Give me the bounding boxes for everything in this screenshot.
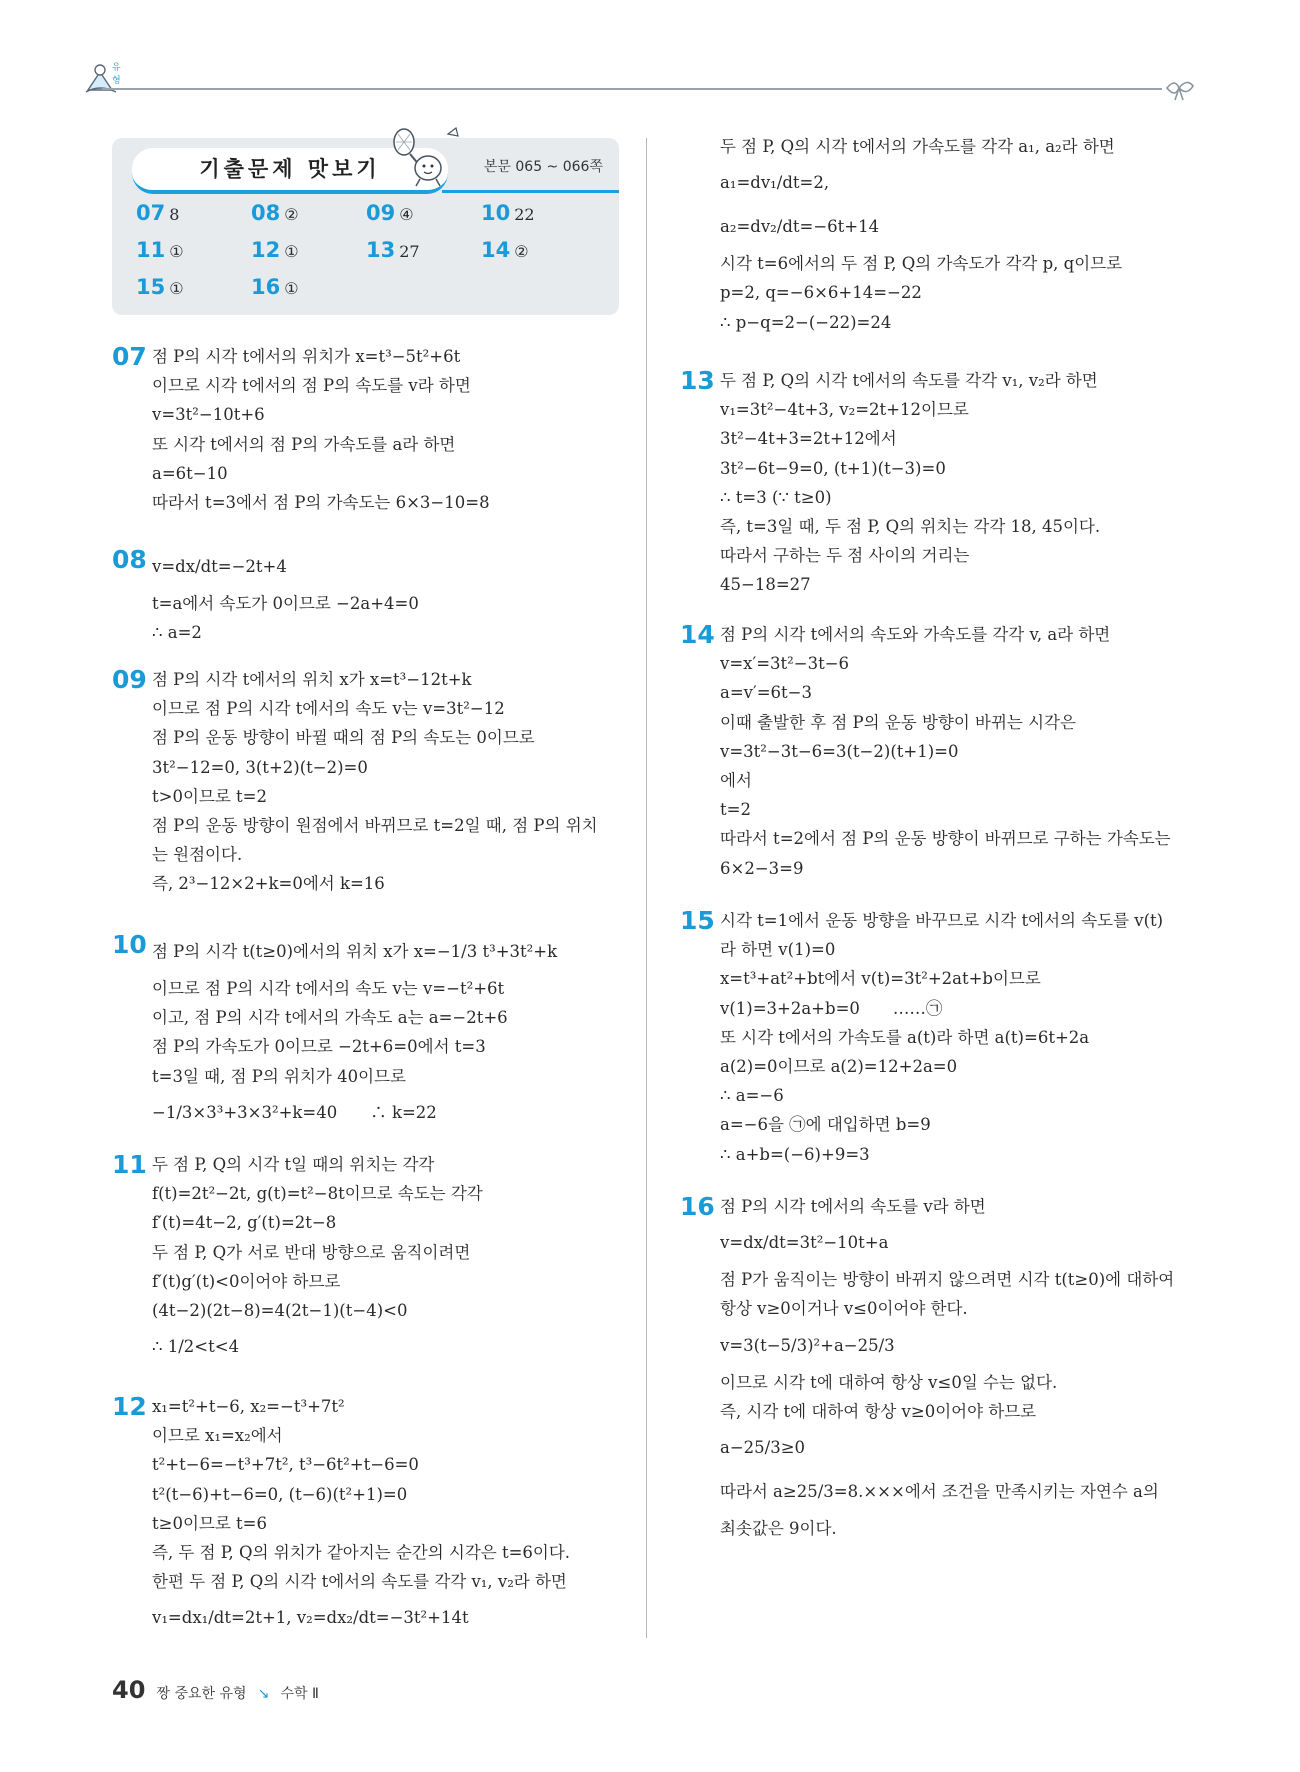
solution-line: 따라서 t=2에서 점 P의 운동 방향이 바뀌므로 구하는 가속도는 <box>720 829 1171 849</box>
answer-summary-box <box>112 138 619 315</box>
solution-line: 이므로 시각 t에서의 점 P의 속도를 v라 하면 <box>152 376 471 396</box>
solution-line: 이므로 점 P의 시각 t에서의 속도 v는 v=3t²−12 <box>152 699 505 719</box>
solution-line: 두 점 P, Q의 시각 t에서의 속도를 각각 v₁, v₂라 하면 <box>720 371 1098 390</box>
problem-number: 10 <box>112 930 147 959</box>
ribbon-bow-icon <box>1165 76 1195 106</box>
solution-line: t>0이므로 t=2 <box>152 786 267 806</box>
solution-line: 점 P의 시각 t에서의 위치 x가 x=t³−12t+k <box>152 670 472 689</box>
solution-line: 3t²−12=0, 3(t+2)(t−2)=0 <box>152 757 368 777</box>
solution-line: 두 점 P, Q의 시각 t에서의 가속도를 각각 a₁, a₂라 하면 <box>720 137 1115 156</box>
column-divider <box>646 138 647 1638</box>
solution-line: v=dx/dt=−2t+4 <box>152 557 287 576</box>
solution-line: ∴ a+b=(−6)+9=3 <box>720 1144 870 1164</box>
solution-line: 이므로 점 P의 시각 t에서의 속도 v는 v=−t²+6t <box>152 979 505 998</box>
solution-line: 점 P의 운동 방향이 원점에서 바뀌므로 t=2일 때, 점 P의 위치 <box>152 815 598 835</box>
solution-line: a−25/3≥0 <box>720 1437 806 1457</box>
answer-item: 07 8 <box>136 201 180 225</box>
page-number: 40 <box>112 1676 146 1704</box>
solution-line: x=t³+at²+bt에서 v(t)=3t²+2at+b이므로 <box>720 969 1041 989</box>
answer-item: 11 ① <box>136 238 184 262</box>
answer-item: 09 ④ <box>366 201 414 225</box>
solution-line: 점 P의 시각 t에서의 속도를 v라 하면 <box>720 1197 986 1216</box>
problem-number: 15 <box>680 906 715 935</box>
problem-number: 16 <box>680 1192 715 1221</box>
solution-line: 즉, t=3일 때, 두 점 P, Q의 위치는 각각 18, 45이다. <box>720 516 1101 536</box>
badminton-mascot-icon <box>390 126 462 192</box>
answer-box-title: 기출문제 맛보기 <box>132 148 448 194</box>
solution-line: 또 시각 t에서의 점 P의 가속도를 a라 하면 <box>152 434 456 454</box>
solution-line: t=a에서 속도가 0이므로 −2a+4=0 <box>152 594 419 613</box>
solution-line: 따라서 구하는 두 점 사이의 거리는 <box>720 546 970 566</box>
solution-line: v₁=3t²−4t+3, v₂=2t+12이므로 <box>720 400 969 420</box>
solution-line: 두 점 P, Q가 서로 반대 방향으로 움직이려면 <box>152 1242 471 1262</box>
solution-line: 즉, 2³−12×2+k=0에서 k=16 <box>152 874 385 894</box>
problem-number: 07 <box>112 342 147 371</box>
solution-line: (4t−2)(2t−8)=4(2t−1)(t−4)<0 <box>152 1300 408 1320</box>
arrow-icon: ↘ <box>257 1686 270 1702</box>
solution-line: 시각 t=1에서 운동 방향을 바꾸므로 시각 t에서의 속도를 v(t) <box>720 911 1164 930</box>
solution-line: a=6t−10 <box>152 463 228 483</box>
solution-line: 점 P의 운동 방향이 바뀔 때의 점 P의 속도는 0이므로 <box>152 728 535 748</box>
solution-line: 따라서 a≥25/3=8.×××에서 조건을 만족시키는 자연수 a의 <box>720 1481 1159 1501</box>
solution-line: 두 점 P, Q의 시각 t일 때의 위치는 각각 <box>152 1155 435 1174</box>
solution-line: 이때 출발한 후 점 P의 운동 방향이 바뀌는 시각은 <box>720 712 1076 732</box>
solution-line: a=−6을 ㉠에 대입하면 b=9 <box>720 1115 931 1135</box>
solution-line: ∴ t=3 (∵ t≥0) <box>720 487 832 507</box>
solution-line: f′(t)g′(t)<0이어야 하므로 <box>152 1271 341 1291</box>
solution-line: t²(t−6)+t−6=0, (t−6)(t²+1)=0 <box>152 1484 408 1504</box>
solution-line: 점 P의 시각 t에서의 위치가 x=t³−5t²+6t <box>152 347 461 366</box>
solution-line: 이므로 x₁=x₂에서 <box>152 1426 283 1446</box>
solution-line: 따라서 t=3에서 점 P의 가속도는 6×3−10=8 <box>152 492 490 512</box>
solution-line: 점 P의 가속도가 0이므로 −2t+6=0에서 t=3 <box>152 1037 486 1057</box>
solution-line: t≥0이므로 t=6 <box>152 1513 267 1533</box>
solution-line: 또 시각 t에서의 가속도를 a(t)라 하면 a(t)=6t+2a <box>720 1027 1090 1047</box>
solution-line: 이고, 점 P의 시각 t에서의 가속도 a는 a=−2t+6 <box>152 1008 508 1028</box>
solution-line: 6×2−3=9 <box>720 858 804 878</box>
solution-line: 점 P가 움직이는 방향이 바뀌지 않으려면 시각 t(t≥0)에 대하여 <box>720 1270 1175 1290</box>
answer-item: 12 ① <box>251 238 299 262</box>
solution-line: v=3t²−3t−6=3(t−2)(t+1)=0 <box>720 741 959 761</box>
solution-line: v(1)=3+2a+b=0 ……㉠ <box>720 998 943 1018</box>
solution-line: v=3t²−10t+6 <box>152 405 265 425</box>
answer-item: 15 ① <box>136 275 184 299</box>
solution-line: a=v′=6t−3 <box>720 683 813 703</box>
answer-box-divider <box>442 190 619 193</box>
answer-box-page-ref: 본문 065 ~ 066쪽 <box>483 159 603 175</box>
subject-name: 수학 Ⅱ <box>280 1686 319 1702</box>
solution-line: t=3일 때, 점 P의 위치가 40이므로 <box>152 1066 406 1086</box>
solution-line: 즉, 시각 t에 대하여 항상 v≥0이어야 하므로 <box>720 1401 1037 1421</box>
problem-number: 08 <box>112 545 147 574</box>
bird-mascot-icon <box>84 60 121 100</box>
solution-line: f′(t)=4t−2, g′(t)=2t−8 <box>152 1213 337 1233</box>
solution-line: ∴ a=2 <box>152 623 202 643</box>
solution-line: 즉, 두 점 P, Q의 위치가 같아지는 순간의 시각은 t=6이다. <box>152 1542 571 1562</box>
solution-line: 항상 v≥0이거나 v≤0이어야 한다. <box>720 1299 968 1319</box>
solution-line: p=2, q=−6×6+14=−22 <box>720 283 922 303</box>
solution-line: ∴ p−q=2−(−22)=24 <box>720 312 892 332</box>
solution-line: v=dx/dt=3t²−10t+a <box>720 1233 889 1253</box>
solution-line: ∴ a=−6 <box>720 1086 784 1106</box>
problem-number: 14 <box>680 620 715 649</box>
problem-number: 13 <box>680 366 715 395</box>
solution-line: −1/3×3³+3×3²+k=40 ∴ k=22 <box>152 1102 437 1122</box>
solution-line: a₂=dv₂/dt=−6t+14 <box>720 217 880 237</box>
answer-item: 16 ① <box>251 275 299 299</box>
solution-line: 에서 <box>720 770 752 790</box>
solution-line: x₁=t²+t−6, x₂=−t³+7t² <box>152 1397 345 1416</box>
solution-line: 한편 두 점 P, Q의 시각 t에서의 속도를 각각 v₁, v₂라 하면 <box>152 1572 567 1592</box>
solution-line: t=2 <box>720 800 751 820</box>
solution-line: f(t)=2t²−2t, g(t)=t²−8t이므로 속도는 각각 <box>152 1184 483 1204</box>
solution-line: 이므로 시각 t에 대하여 항상 v≤0일 수는 없다. <box>720 1372 1058 1392</box>
problem-number: 11 <box>112 1150 147 1179</box>
solution-line: 점 P의 시각 t에서의 속도와 가속도를 각각 v, a라 하면 <box>720 625 1111 644</box>
solution-line: v=3(t−5/3)²+a−25/3 <box>720 1335 895 1355</box>
book-title: 짱 중요한 유형 <box>156 1686 247 1702</box>
solution-line: a₁=dv₁/dt=2, <box>720 173 830 193</box>
solution-line: 45−18=27 <box>720 575 811 595</box>
solution-line: 3t²−4t+3=2t+12에서 <box>720 429 897 449</box>
solution-line: v=x′=3t²−3t−6 <box>720 654 850 674</box>
solution-line: a(2)=0이므로 a(2)=12+2a=0 <box>720 1056 958 1076</box>
answer-item: 10 22 <box>481 201 535 225</box>
problem-number: 12 <box>112 1392 147 1421</box>
solution-line: 라 하면 v(1)=0 <box>720 940 836 960</box>
answer-item: 13 27 <box>366 238 420 262</box>
solution-line: 3t²−6t−9=0, (t+1)(t−3)=0 <box>720 458 946 478</box>
problem-number: 09 <box>112 665 147 694</box>
header-label: 유형 <box>112 63 121 86</box>
answer-item: 14 ② <box>481 238 529 262</box>
solution-line: ∴ 1/2<t<4 <box>152 1337 240 1357</box>
header-rule <box>102 88 1162 90</box>
solution-line: 최솟값은 9이다. <box>720 1518 837 1538</box>
solution-line: v₁=dx₁/dt=2t+1, v₂=dx₂/dt=−3t²+14t <box>152 1608 469 1628</box>
solution-line: 점 P의 시각 t(t≥0)에서의 위치 x가 x=−1/3 t³+3t²+k <box>152 942 558 961</box>
solution-line: t²+t−6=−t³+7t², t³−6t²+t−6=0 <box>152 1455 419 1475</box>
solution-line: 시각 t=6에서의 두 점 P, Q의 가속도가 각각 p, q이므로 <box>720 254 1123 274</box>
solution-line: 는 원점이다. <box>152 845 243 865</box>
page-footer <box>112 1676 319 1704</box>
answer-item: 08 ② <box>251 201 299 225</box>
